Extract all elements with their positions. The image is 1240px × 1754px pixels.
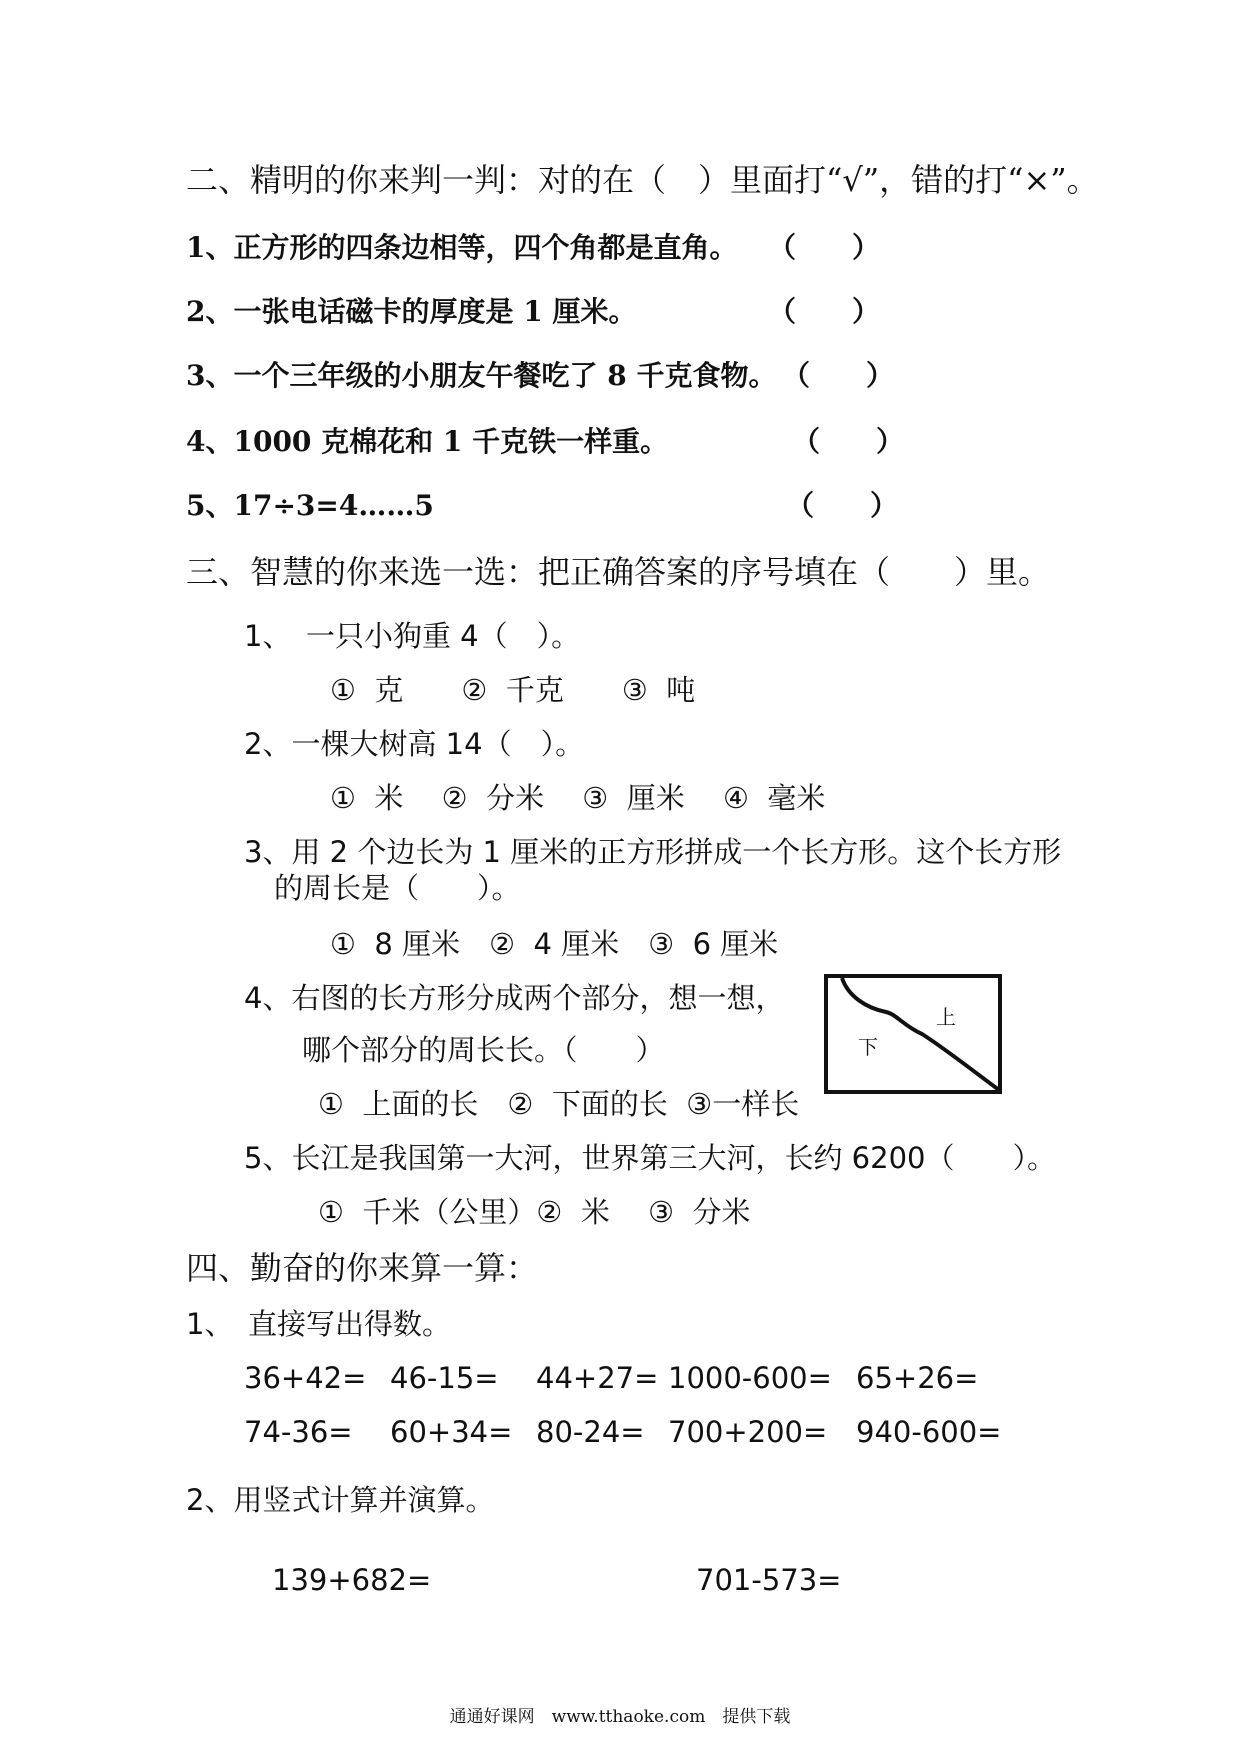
section2-title: 二、精明的你来判一判：对的在（ ）里面打“√”，错的打“×”。 [186,161,1099,199]
calc-r2-1: 74-36= [244,1415,353,1449]
calc-r1-5: 65+26= [856,1361,979,1395]
calc-r1-2: 46-15= [390,1361,499,1395]
vertical-calc-1: 139+682= [272,1563,432,1597]
judge-item-4: 4、1000 克棉花和 1 千克铁一样重。 [186,425,669,458]
judge-paren-4[interactable]: （ ） [792,425,905,458]
calc-sub2-title: 2、用竖式计算并演算。 [186,1483,495,1517]
judge-paren-1[interactable]: （ ） [768,231,881,264]
vertical-calc-2: 701-573= [696,1563,842,1597]
choice-q2-options[interactable]: ① 米 ② 分米 ③ 厘米 ④ 毫米 [330,781,826,815]
calc-r2-3: 80-24= [536,1415,645,1449]
judge-item-1: 1、正方形的四条边相等，四个角都是直角。 [186,231,738,264]
page-footer: 通通好课网 www.tthaoke.com 提供下载 [449,1707,791,1727]
judge-paren-3[interactable]: （ ） [782,359,895,392]
section3-title: 三、智慧的你来选一选：把正确答案的序号填在（ ）里。 [186,553,1051,591]
choice-q5-options[interactable]: ① 千米（公里）② 米 ③ 分米 [318,1195,751,1229]
calc-r1-4: 1000-600= [668,1361,832,1395]
judge-paren-5[interactable]: （ ） [786,489,899,522]
choice-q3-options[interactable]: ① 8 厘米 ② 4 厘米 ③ 6 厘米 [330,927,779,961]
calc-r2-4: 700+200= [668,1415,828,1449]
choice-q4-options[interactable]: ① 上面的长 ② 下面的长 ③一样长 [318,1087,800,1121]
rectangle-figure [824,974,1004,1096]
choice-q2: 2、一棵大树高 14（ ）。 [244,727,585,761]
judge-paren-2[interactable]: （ ） [768,295,881,328]
judge-item-2: 2、一张电话磁卡的厚度是 1 厘米。 [186,295,637,328]
choice-q5: 5、长江是我国第一大河，世界第三大河，长约 6200（ ）。 [244,1141,1056,1175]
calc-r1-3: 44+27= [536,1361,659,1395]
judge-item-5: 5、17÷3=4……5 [186,489,434,522]
judge-item-3: 3、一个三年级的小朋友午餐吃了 8 千克食物。 [186,359,777,392]
calc-r2-5: 940-600= [856,1415,1002,1449]
figure-bottom-label: 下 [858,1035,878,1059]
calc-sub1-title: 1、 直接写出得数。 [186,1307,451,1341]
calc-r2-2: 60+34= [390,1415,513,1449]
calc-r1-1: 36+42= [244,1361,367,1395]
figure-top-label: 上 [936,1005,956,1029]
choice-q1-options[interactable]: ① 克 ② 千克 ③ 吨 [330,673,696,707]
choice-q1: 1、 一只小狗重 4（ ）。 [244,619,581,653]
choice-q4-line2: 哪个部分的周长长。（ ） [302,1033,665,1067]
choice-q3-line1: 3、用 2 个边长为 1 厘米的正方形拼成一个长方形。这个长方形 [244,835,1062,869]
choice-q3-line2: 的周长是（ ）。 [274,871,521,905]
choice-q4-line1: 4、右图的长方形分成两个部分，想一想， [244,981,785,1015]
section4-title: 四、勤奋的你来算一算： [186,1249,539,1287]
